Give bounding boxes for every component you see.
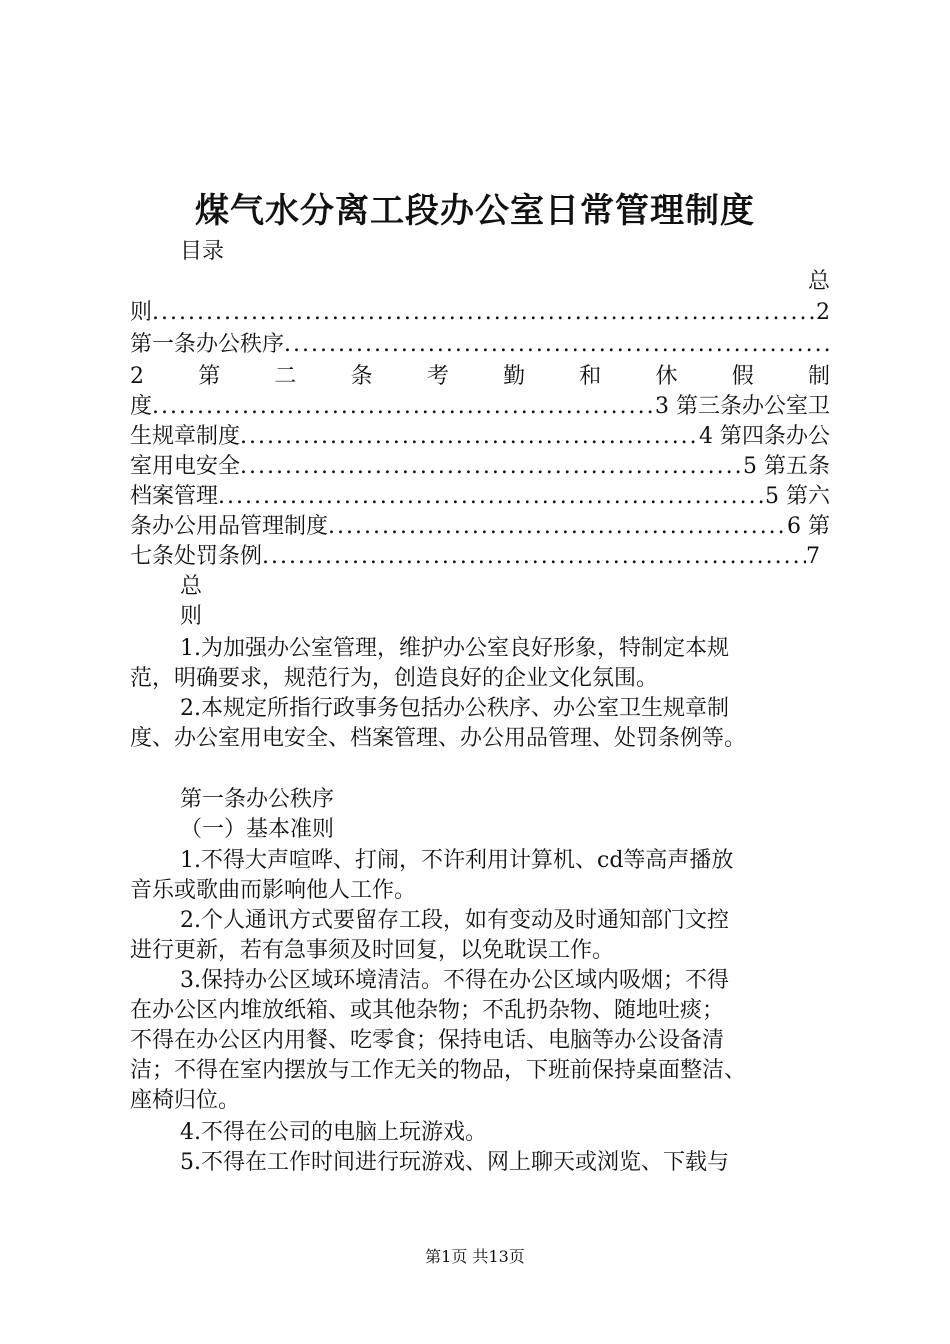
toc-char: 考 — [426, 364, 449, 389]
toc-page: 5 第五条 — [743, 454, 830, 479]
toc-leader — [284, 330, 830, 360]
toc-line-0: 总 — [807, 269, 830, 294]
toc-leader — [152, 392, 655, 422]
toc-char: 休 — [655, 364, 678, 389]
toc-entry-office-order[interactable] — [130, 330, 830, 360]
toc-char: 第 — [198, 364, 221, 389]
paragraph-line: 不得在办公区内用餐、吃零食；保持电话、电脑等办公设备清 — [130, 1028, 725, 1053]
paragraph-line: 进行更新，若有急事须及时回复，以免耽误工作。 — [130, 938, 615, 963]
toc-entry-last[interactable] — [130, 542, 820, 572]
toc-char: 假 — [731, 364, 754, 389]
paragraph-line: 3.保持办公区域环境清洁。不得在办公区域内吸烟；不得 — [180, 968, 729, 993]
toc-leader — [152, 298, 816, 328]
toc-char: 制 — [807, 364, 830, 389]
paragraph-line: 1.不得大声喧哗、打闹，不许利用计算机、cd等高声播放 — [180, 848, 734, 873]
paragraph-line: 4.不得在公司的电脑上玩游戏。 — [180, 1120, 487, 1145]
toc-page: 2 — [816, 300, 830, 325]
section-heading-general-1: 总 — [180, 574, 203, 599]
paragraph-line: 洁；不得在室内摆放与工作无关的物品，下班前保持桌面整洁、 — [130, 1058, 747, 1083]
toc-label: 条办公用品管理制度 — [130, 514, 329, 539]
toc-leader — [218, 482, 765, 512]
paragraph-line: 音乐或歌曲而影响他人工作。 — [130, 878, 417, 903]
subsection-heading: （一）基本准则 — [180, 817, 335, 842]
toc-entry-penalty[interactable] — [130, 512, 830, 542]
paragraph-line: 座椅归位。 — [130, 1088, 241, 1113]
section-heading-general-2: 则 — [180, 604, 203, 629]
toc-entry-archive[interactable] — [130, 452, 830, 482]
toc-leader — [328, 512, 787, 542]
toc-char: 二 — [274, 364, 297, 389]
toc-heading: 目录 — [180, 239, 225, 264]
toc-page: 5 第六 — [765, 484, 830, 509]
page-footer: 第1页 共13页 — [425, 1247, 525, 1266]
toc-leader — [240, 452, 743, 482]
toc-leader — [262, 542, 806, 572]
toc-page: 4 第四条办公 — [699, 424, 830, 449]
document-title: 煤气水分离工段办公室日常管理制度 — [195, 191, 755, 231]
toc-page: 6 第 — [787, 514, 830, 539]
toc-page: 3 第三条办公室卫 — [655, 394, 830, 419]
paragraph-line: 1.为加强办公室管理，维护办公室良好形象，特制定本规 — [180, 636, 729, 661]
toc-char: 和 — [579, 364, 602, 389]
toc-label: 度 — [130, 394, 153, 419]
toc-label: 档案管理 — [130, 484, 219, 509]
toc-char: 2 — [130, 364, 144, 389]
paragraph-line: 5.不得在工作时间进行玩游戏、网上聊天或浏览、下载与 — [180, 1150, 729, 1175]
paragraph-line: 度、办公室用电安全、档案管理、办公用品管理、处罚条例等。 — [130, 726, 747, 751]
paragraph-line: 2.个人通讯方式要留存工段，如有变动及时通知部门文控 — [180, 908, 729, 933]
toc-entry-general[interactable] — [130, 298, 830, 328]
toc-char: 条 — [350, 364, 373, 389]
paragraph-line: 2.本规定所指行政事务包括办公秩序、办公室卫生规章制 — [180, 696, 729, 721]
toc-label: 生规章制度 — [130, 424, 241, 449]
toc-page: 7 — [806, 544, 820, 569]
toc-label: 室用电安全 — [130, 454, 241, 479]
toc-leader — [240, 422, 699, 452]
toc-label: 则 — [130, 300, 153, 325]
toc-char: 勤 — [503, 364, 526, 389]
section-heading-office-order: 第一条办公秩序 — [180, 787, 335, 812]
paragraph-line: 范，明确要求，规范行为，创造良好的企业文化氛围。 — [130, 666, 659, 691]
toc-entry-electric[interactable] — [130, 422, 830, 452]
toc-entry-attendance[interactable] — [130, 362, 830, 392]
toc-label: 七条处罚条例 — [130, 544, 263, 569]
toc-entry-hygiene[interactable] — [130, 392, 830, 422]
toc-entry-supplies[interactable] — [130, 482, 830, 512]
toc-label: 第一条办公秩序 — [130, 332, 285, 357]
paragraph-line: 在办公区内堆放纸箱、或其他杂物；不乱扔杂物、随地吐痰； — [130, 998, 725, 1023]
